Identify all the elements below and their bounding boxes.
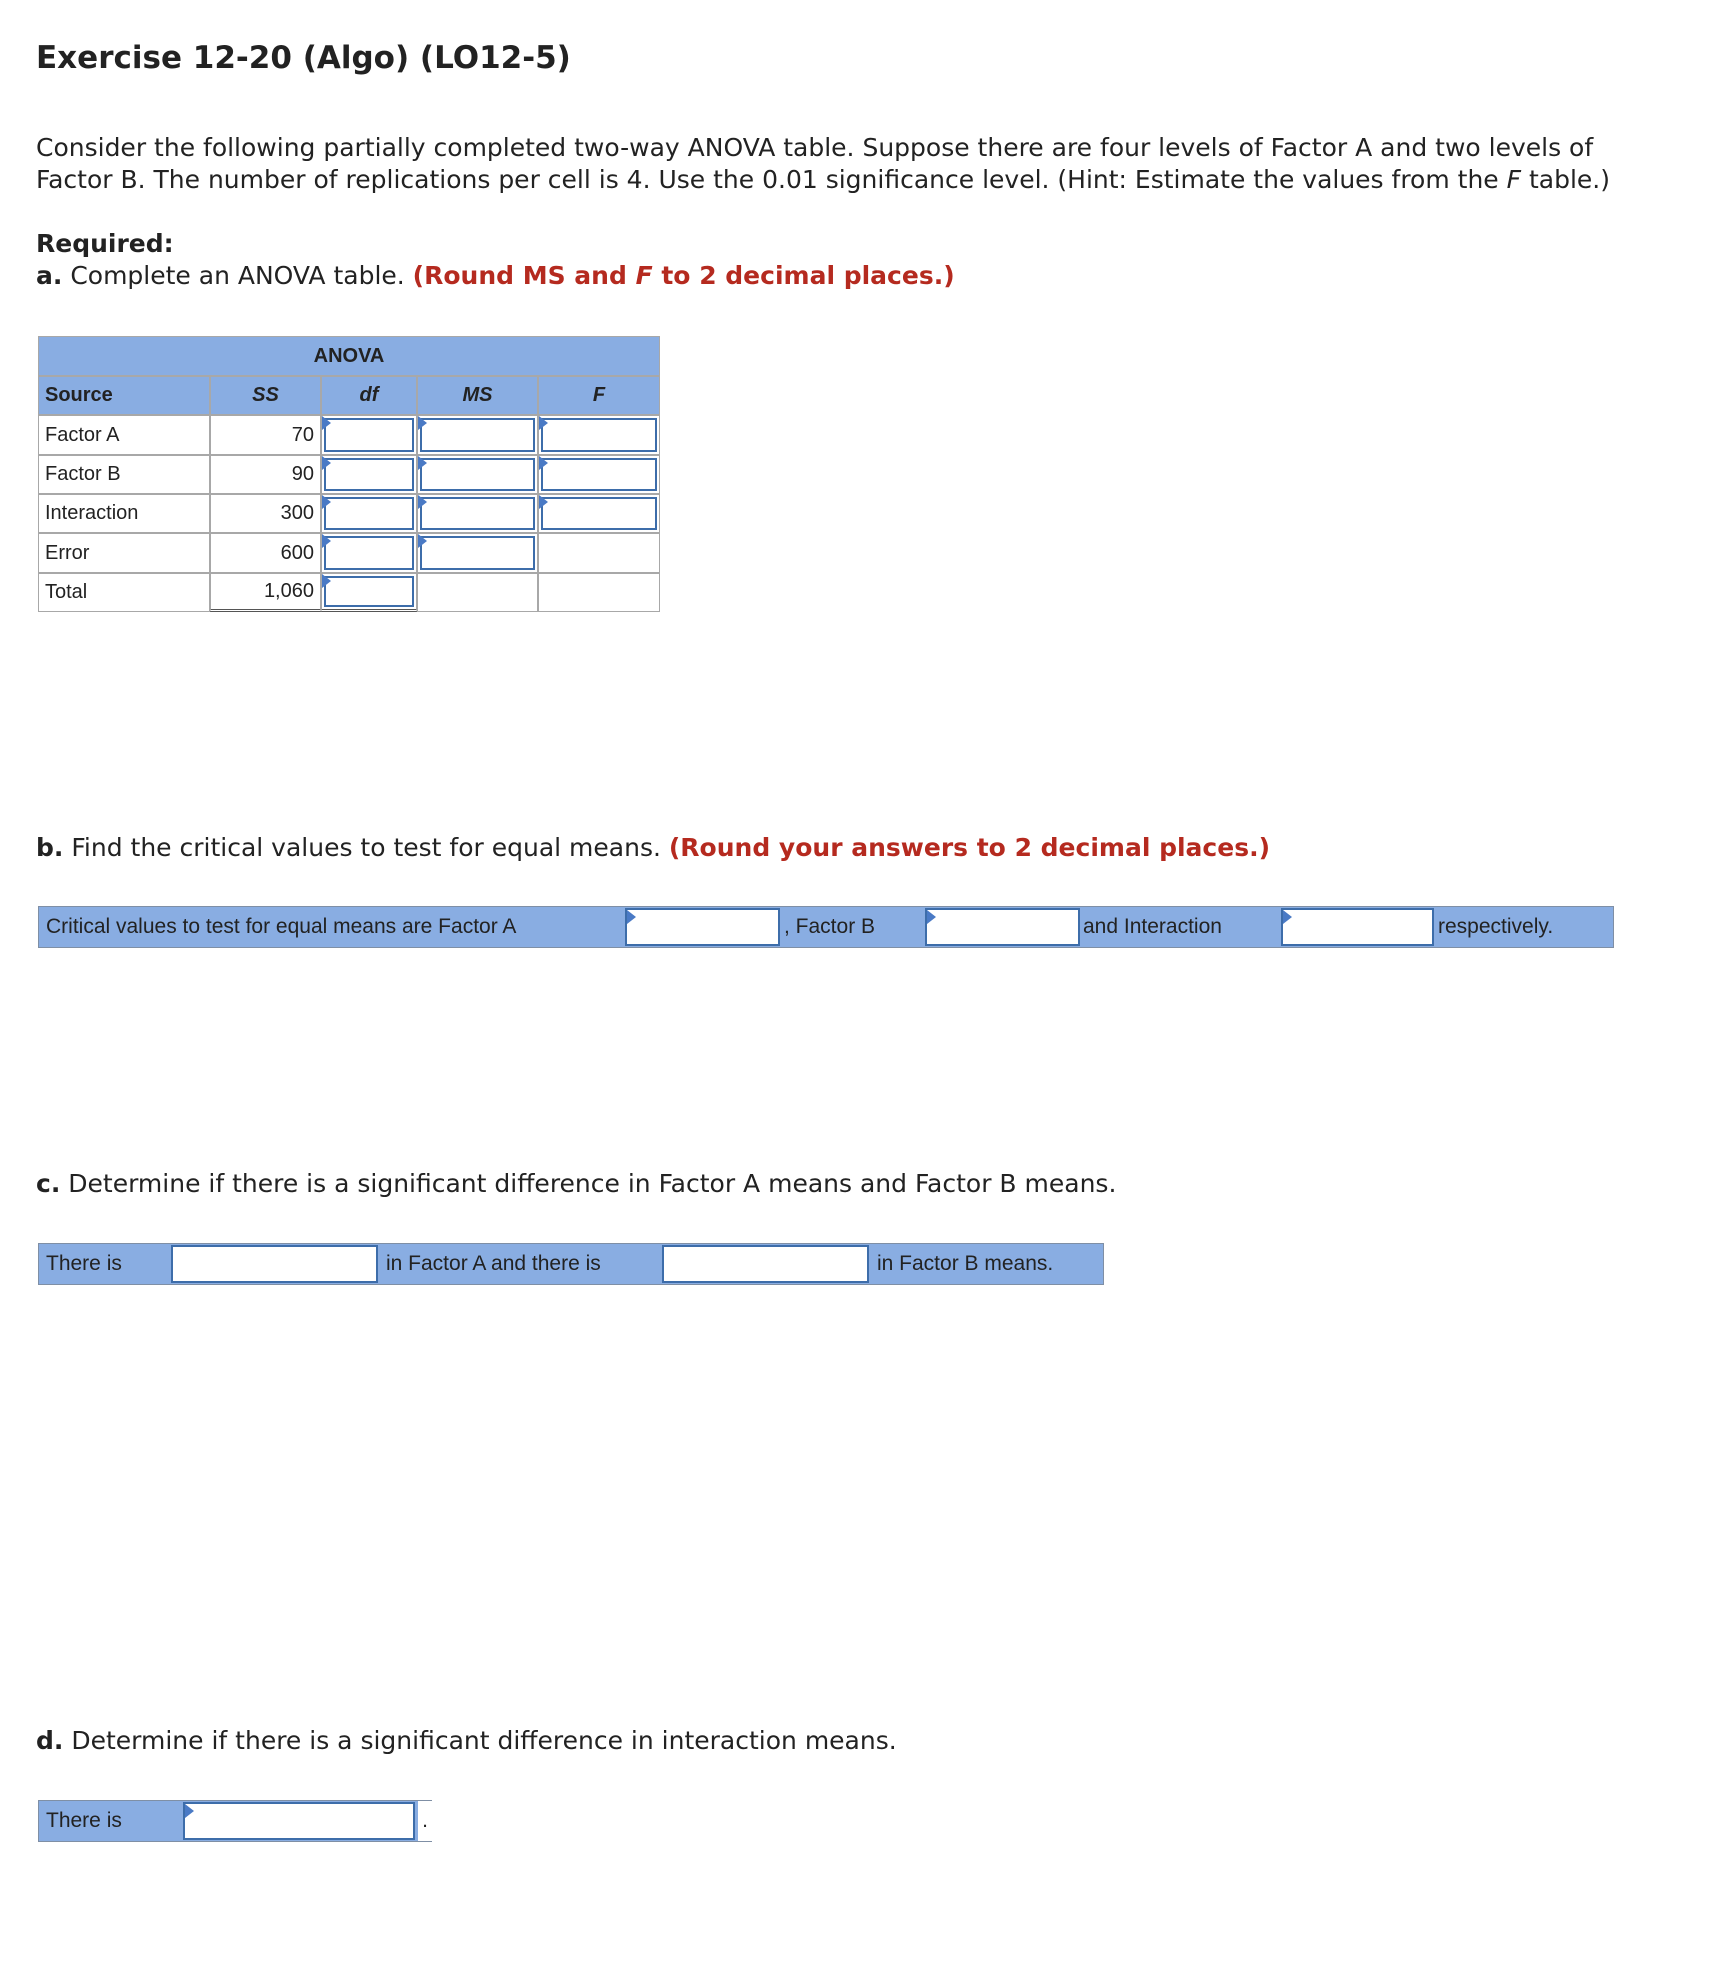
significance-interaction-row (38, 1800, 432, 1842)
factor-b-means-label: in Factor B means. (877, 1252, 1054, 1275)
factor-b-label: , Factor B (784, 915, 876, 938)
critical-value-factor-b-input[interactable] (925, 908, 1080, 946)
ms-input-factor-a[interactable] (417, 415, 538, 455)
df-input-factor-b[interactable] (321, 455, 417, 494)
part-b-instruction: (Round your answers to 2 decimal places.) (668, 833, 1271, 862)
f-input-interaction[interactable] (538, 494, 660, 533)
df-input-factor-a[interactable] (321, 415, 417, 455)
significance-ab-row (38, 1243, 1104, 1285)
exercise-title: Exercise 12-20 (Algo) (LO12-5) (36, 40, 571, 76)
required-label: Required: (36, 229, 174, 258)
intro-text (36, 132, 1610, 196)
ms-input-factor-b[interactable] (417, 455, 538, 494)
part-a-question: a. Complete an ANOVA table. (Round MS and F to 2 decimal places.) (36, 261, 955, 290)
row-ss-factor-b: 90 (210, 455, 321, 494)
row-source-factor-b: Factor B (38, 455, 210, 494)
respectively-label: respectively. (1438, 915, 1554, 938)
row-source-total: Total (38, 573, 210, 612)
there-is-label-2: There is (46, 1809, 122, 1832)
row-ss-error: 600 (210, 533, 321, 573)
df-input-error[interactable] (321, 533, 417, 573)
header-f: F (538, 376, 660, 415)
there-is-label-1: There is (46, 1252, 122, 1275)
ms-input-interaction[interactable] (417, 494, 538, 533)
part-d-question: d. Determine if there is a significant difference in interaction means. (36, 1726, 897, 1755)
part-b-question: b. Find the critical values to test for equal means. (Round your answers to 2 decimal places.) (36, 833, 1271, 862)
part-c-question: c. Determine if there is a significant difference in Factor A means and Factor B means. (36, 1169, 1117, 1198)
ms-cell-total-empty (417, 573, 538, 612)
significance-factor-b-select[interactable] (662, 1245, 869, 1283)
f-input-factor-a[interactable] (538, 415, 660, 455)
row-ss-factor-a: 70 (210, 415, 321, 455)
df-input-interaction[interactable] (321, 494, 417, 533)
significance-factor-a-select[interactable] (171, 1245, 378, 1283)
critical-values-row (38, 906, 1614, 948)
ms-input-error[interactable] (417, 533, 538, 573)
critical-value-interaction-input[interactable] (1281, 908, 1434, 946)
interaction-label: and Interaction (1083, 915, 1222, 938)
period-label: . (418, 1801, 432, 1841)
row-ss-total: 1,060 (210, 573, 321, 612)
row-source-factor-a: Factor A (38, 415, 210, 455)
f-input-factor-b[interactable] (538, 455, 660, 494)
critical-value-factor-a-input[interactable] (625, 908, 780, 946)
row-ss-interaction: 300 (210, 494, 321, 533)
critical-values-label: Critical values to test for equal means are Factor A (46, 915, 517, 938)
row-source-interaction: Interaction (38, 494, 210, 533)
anova-caption: ANOVA (38, 336, 660, 376)
f-cell-error-empty (538, 533, 660, 573)
header-df: df (321, 376, 417, 415)
part-a-instruction: (Round MS and F to 2 decimal places.) (412, 261, 955, 290)
f-cell-total-empty (538, 573, 660, 612)
df-input-total[interactable] (321, 573, 417, 612)
header-ms: MS (417, 376, 538, 415)
header-source: Source (38, 376, 210, 415)
row-source-error: Error (38, 533, 210, 573)
anova-table (38, 336, 660, 612)
significance-interaction-select[interactable] (183, 1802, 415, 1840)
intro-line-1: Consider the following partially completed two-way ANOVA table. Suppose there are four levels of Factor A and two levels of (36, 133, 1594, 162)
intro-line-2: Factor B. The number of replications per cell is 4. Use the 0.01 significance level. (Hint: Estimate the values from the F table.) (36, 165, 1610, 194)
header-ss: SS (210, 376, 321, 415)
factor-a-there-is-label: in Factor A and there is (386, 1252, 601, 1275)
